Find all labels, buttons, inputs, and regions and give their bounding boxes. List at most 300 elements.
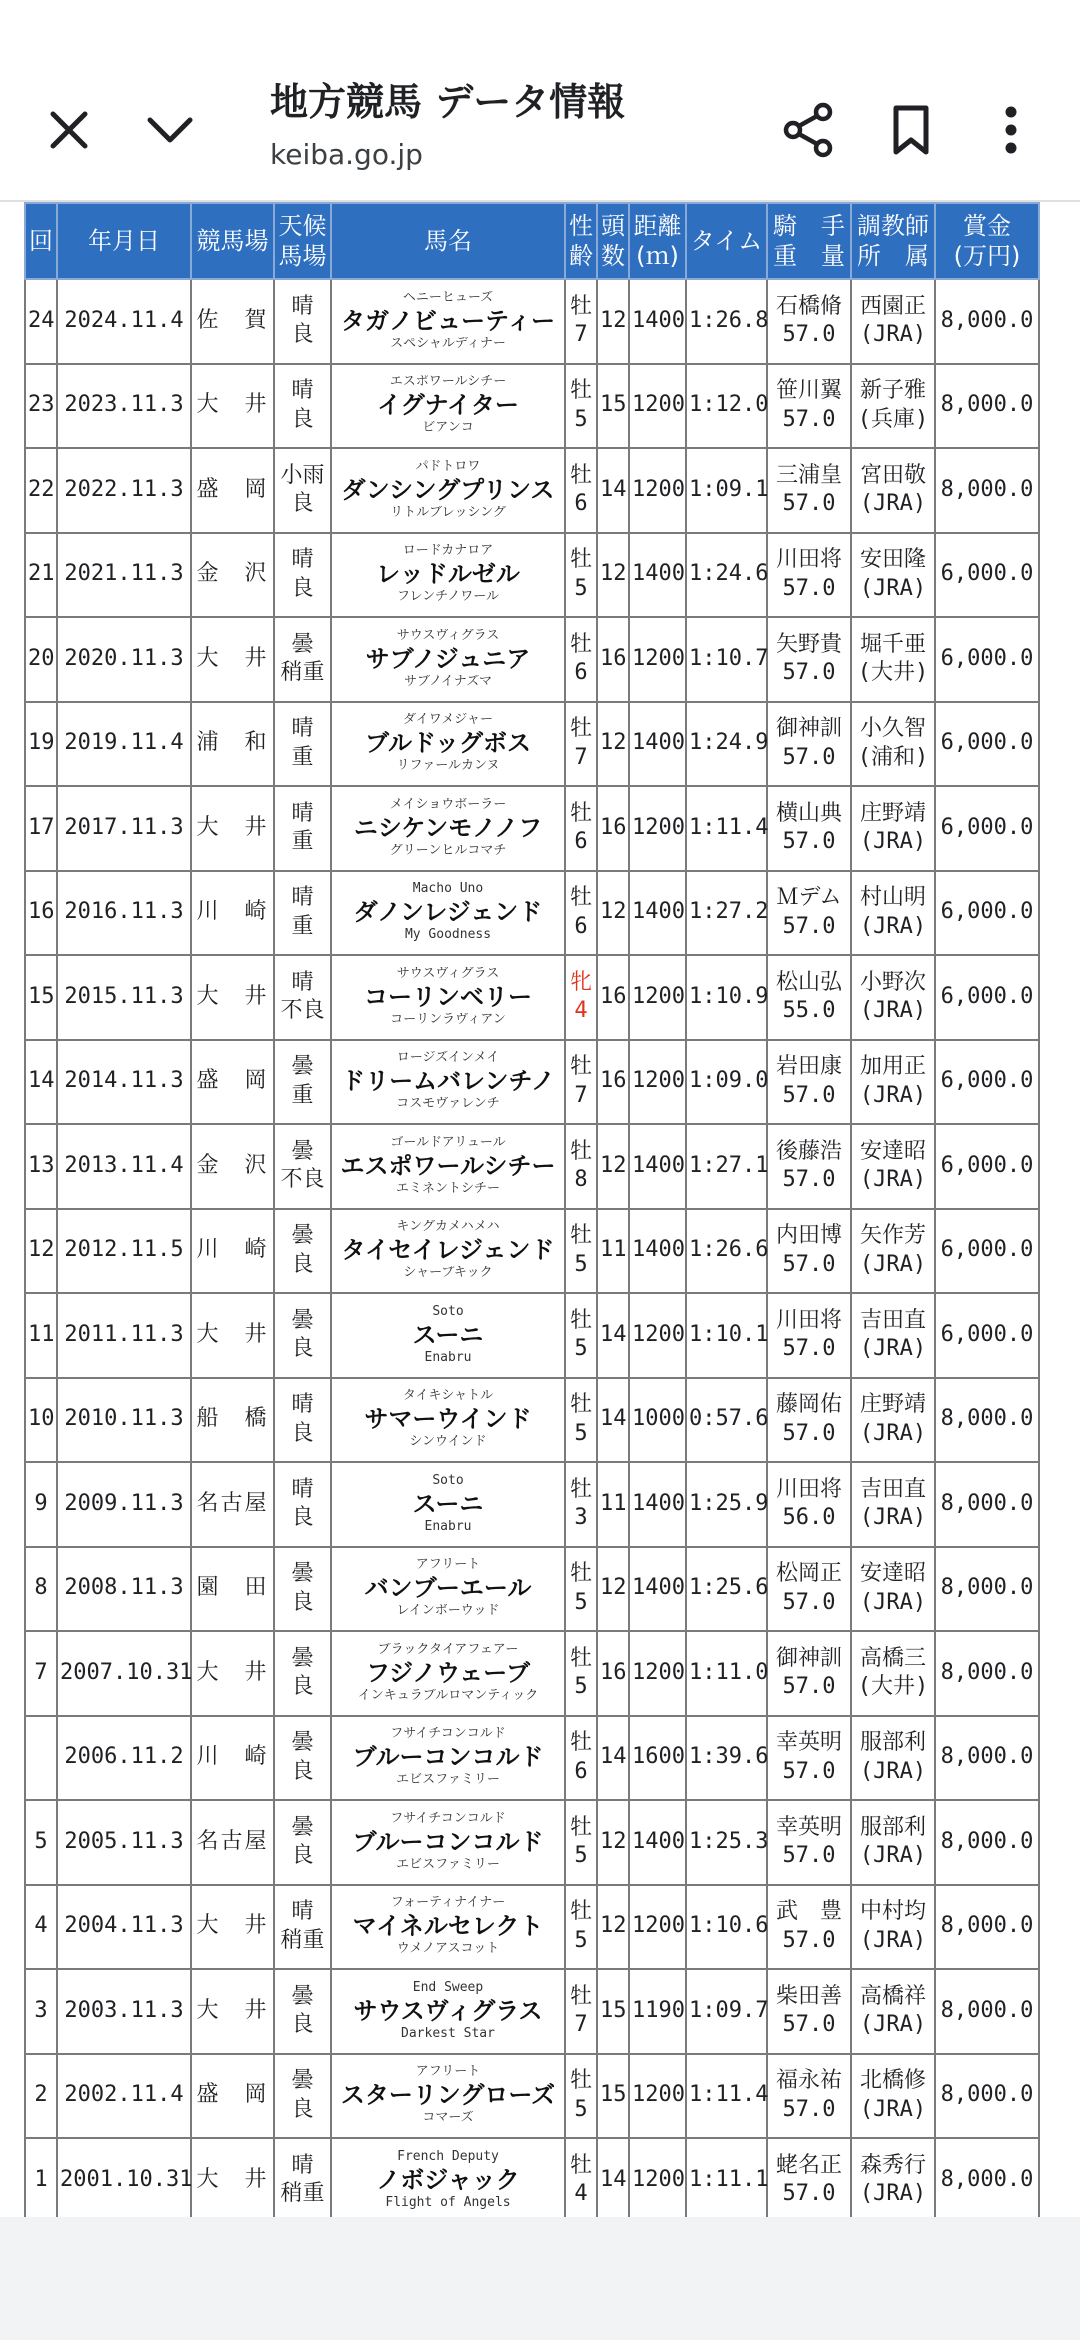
horse-dam: エミネントシチー [395,1181,500,1196]
weather-track-cell [274,448,331,533]
race-distance: 1200 [629,1040,686,1125]
header-time: タイム [686,203,767,279]
table-row [25,279,1039,364]
horse-dam: グリーンヒルコマチ [389,843,507,858]
horse-dam: Enabru [424,1519,472,1534]
race-date: 2004.11.3 [57,1885,191,1970]
weather-track-cell [274,1124,331,1209]
horse-name[interactable]: ブルドッグボス [364,729,532,758]
race-date: 2017.11.3 [57,786,191,871]
prize-money: 8,000.0 [935,1378,1039,1463]
horse-dam: My Goodness [404,928,492,943]
weather: 曇 [291,631,314,657]
horse-cell [331,702,565,787]
horse-name[interactable]: コーリンベリー [364,982,532,1011]
horse-name[interactable]: サブノジュニア [365,644,531,673]
horse-dam: エビスファミリー [396,1773,500,1788]
race-time: 1:24.9 [686,702,767,787]
table-row [25,1293,1039,1378]
horse-name[interactable]: マイネルセレクト [352,1912,544,1941]
horse-age: 6 [574,491,588,517]
horse-dam: ビアンコ [422,421,474,436]
race-time: 1:10.9 [686,955,767,1040]
horse-sex: 牡 [569,1138,592,1164]
horse-name[interactable]: ダノンレジェンド [353,898,543,927]
horse-name[interactable]: スターリングローズ [340,2081,556,2110]
weather: 晴 [291,547,314,573]
horse-age: 4 [574,998,588,1024]
trainer-affiliation: (JRA) [859,2096,927,2122]
race-number: 14 [25,1040,57,1125]
carried-weight: 57.0 [782,2096,836,2122]
race-date: 2020.11.3 [57,617,191,702]
horse-age: 6 [574,660,588,686]
horse-name[interactable]: エスポワールシチー [340,1151,556,1180]
field-size: 12 [597,1124,629,1209]
track-condition: 良 [291,1505,314,1531]
table-row [25,955,1039,1040]
horse-sex: 牡 [569,885,592,911]
race-number: 8 [25,1547,57,1632]
field-size: 16 [597,786,629,871]
track-condition: 重 [291,913,314,939]
sex-age-cell [565,617,597,702]
field-size: 12 [597,279,629,364]
carried-weight: 57.0 [782,491,836,517]
race-distance: 1200 [629,955,686,1040]
trainer-name: 村山明 [859,885,926,911]
race-number: 2 [25,2054,57,2139]
header-weather: 天候 馬場 [274,203,331,279]
trainer-affiliation: (浦和) [857,744,929,770]
race-time: 1:10.1 [686,1293,767,1378]
trainer-name: 安田隆 [859,547,926,573]
jockey-name: 松山弘 [775,969,842,995]
trainer-name: 安達昭 [859,1138,926,1164]
race-distance: 1190 [629,1969,686,2054]
weather-track-cell [274,279,331,364]
trainer-cell [851,364,935,449]
horse-sire: ロードカナロア [402,544,494,559]
jockey-name: 内田博 [775,1223,842,1249]
weather-track-cell [274,2054,331,2139]
trainer-name: 矢作芳 [859,1223,926,1249]
horse-name[interactable]: レッドルゼル [376,560,520,589]
race-number: 13 [25,1124,57,1209]
horse-name[interactable]: ブルーコンコルド [352,1827,544,1856]
prize-money: 6,000.0 [935,786,1039,871]
race-venue: 大 井 [191,1293,274,1378]
page-content [0,202,1080,2217]
track-condition: 良 [291,1674,314,1700]
track-condition: 良 [291,322,314,348]
horse-cell [331,955,565,1040]
horse-name[interactable]: バンブーエール [364,1574,532,1603]
sex-age-cell [565,702,597,787]
trainer-name: 服部利 [859,1814,926,1840]
close-icon[interactable] [34,95,104,165]
trainer-cell [851,2138,935,2217]
horse-cell [331,871,565,956]
prize-money: 6,000.0 [935,702,1039,787]
horse-sex: 牡 [569,1223,592,1249]
race-number: 9 [25,1462,57,1547]
horse-age: 6 [574,1758,588,1784]
horse-name[interactable]: フジノウェーブ [366,1658,530,1687]
sex-age-cell [565,1040,597,1125]
weather: 曇 [291,1138,314,1164]
jockey-cell [767,1209,851,1294]
race-date: 2009.11.3 [57,1462,191,1547]
weather-track-cell [274,364,331,449]
race-date: 2008.11.3 [57,1547,191,1632]
weather-track-cell [274,1969,331,2054]
jockey-name: 笹川翼 [775,378,842,404]
trainer-cell [851,617,935,702]
race-venue: 大 井 [191,364,274,449]
trainer-affiliation: (大井) [857,660,929,686]
sex-age-cell [565,1293,597,1378]
horse-age: 5 [574,1336,588,1362]
horse-cell [331,786,565,871]
sex-age-cell [565,1885,597,1970]
sex-age-cell [565,1378,597,1463]
horse-cell [331,1800,565,1885]
jockey-name: 松岡正 [775,1561,842,1587]
horse-age: 5 [574,406,588,432]
horse-age: 7 [574,2012,588,2038]
track-condition: 良 [291,1758,314,1784]
horse-sire: タイキシャトル [402,1389,494,1404]
jockey-cell [767,1969,851,2054]
jockey-name: 福永祐 [775,2068,842,2094]
horse-sire: ダイワメジャー [402,713,494,728]
jockey-name: 川田将 [775,1307,842,1333]
trainer-name: 中村均 [859,1899,926,1925]
race-number: 24 [25,279,57,364]
header-horse: 馬名 [331,203,565,279]
track-condition: 重 [291,1082,314,1108]
trainer-affiliation: (兵庫) [857,406,929,432]
sex-age-cell [565,1800,597,1885]
race-distance: 1200 [629,364,686,449]
jockey-name: 後藤浩 [775,1138,842,1164]
horse-sire: Soto [432,1304,464,1319]
jockey-cell [767,364,851,449]
horse-cell [331,279,565,364]
track-condition: 不良 [280,998,325,1024]
horse-cell [331,1969,565,2054]
horse-sire: French Deputy [397,2149,499,2164]
jockey-cell [767,1547,851,1632]
race-date: 2005.11.3 [57,1800,191,1885]
trainer-name: 西園正 [859,293,926,319]
prize-money: 8,000.0 [935,2054,1039,2139]
horse-cell [331,2054,565,2139]
race-date: 2003.11.3 [57,1969,191,2054]
horse-age: 4 [574,2181,588,2207]
jockey-cell [767,2054,851,2139]
horse-dam: シンウインド [409,1435,487,1450]
race-time: 1:11.4 [686,2054,767,2139]
race-distance: 1400 [629,533,686,618]
horse-sire: メイショウボーラー [389,797,507,812]
field-size: 15 [597,1969,629,2054]
trainer-cell [851,1716,935,1801]
race-time: 1:25.9 [686,1462,767,1547]
horse-name[interactable]: サウスヴィグラス [353,1996,543,2025]
trainer-name: 吉田直 [859,1307,926,1333]
weather: 晴 [291,969,314,995]
horse-sire: ゴールドアリュール [390,1135,506,1150]
horse-sex: 牡 [569,1730,592,1756]
jockey-name: 川田将 [775,547,842,573]
race-venue: 大 井 [191,1631,274,1716]
race-time: 1:11.4 [686,786,767,871]
race-distance: 1400 [629,702,686,787]
table-row [25,1969,1039,2054]
table-row [25,1716,1039,1801]
weather: 曇 [291,1223,314,1249]
trainer-cell [851,533,935,618]
sex-age-cell [565,279,597,364]
title-block[interactable] [270,80,750,171]
carried-weight: 57.0 [782,1589,836,1615]
trainer-cell [851,1969,935,2054]
field-size: 16 [597,955,629,1040]
weather-track-cell [274,617,331,702]
horse-cell [331,1885,565,1970]
header-distance: 距離 (ｍ) [629,203,686,279]
horse-sire: Soto [432,1473,464,1488]
horse-sire: サウスヴィグラス [396,628,500,643]
prize-money: 8,000.0 [935,1462,1039,1547]
carried-weight: 57.0 [782,1927,836,1953]
field-size: 11 [597,1462,629,1547]
race-distance: 1200 [629,448,686,533]
jockey-cell [767,1885,851,1970]
prize-money: 6,000.0 [935,617,1039,702]
weather-track-cell [274,1293,331,1378]
trainer-affiliation: (JRA) [859,829,927,855]
page-url: keiba.go.jp [270,137,423,171]
weather-track-cell [274,1378,331,1463]
horse-name[interactable]: ブルーコンコルド [352,1743,544,1772]
horse-cell [331,1293,565,1378]
horse-name[interactable]: サマーウインド [364,1405,532,1434]
race-distance: 1200 [629,2138,686,2217]
horse-sex: 牡 [569,378,592,404]
race-date: 2006.11.2 [57,1716,191,1801]
horse-age: 8 [574,1167,588,1193]
sex-age-cell [565,364,597,449]
carried-weight: 55.0 [782,998,836,1024]
prize-money: 8,000.0 [935,1631,1039,1716]
race-venue: 名古屋 [191,1800,274,1885]
race-venue: 大 井 [191,1969,274,2054]
race-number: 11 [25,1293,57,1378]
carried-weight: 57.0 [782,744,836,770]
horse-sex: 牡 [569,547,592,573]
weather: 晴 [291,378,314,404]
trainer-cell [851,1040,935,1125]
table-row [25,702,1039,787]
track-condition: 良 [291,491,314,517]
horse-sex: 牡 [569,1814,592,1840]
trainer-name: 庄野靖 [859,1392,926,1418]
field-size: 16 [597,617,629,702]
horse-cell [331,448,565,533]
carried-weight: 57.0 [782,406,836,432]
horse-name[interactable]: タガノビューティー [340,306,556,335]
bookmark-icon[interactable] [876,95,946,165]
race-distance: 1400 [629,1547,686,1632]
horse-sex: 牡 [569,2068,592,2094]
track-condition: 良 [291,575,314,601]
track-condition: 良 [291,1336,314,1362]
race-time: 1:09.0 [686,1040,767,1125]
header-sex-age: 性 齢 [565,203,597,279]
weather-track-cell [274,871,331,956]
race-time: 1:10.6 [686,1885,767,1970]
horse-name[interactable]: スーニ [412,1320,484,1349]
carried-weight: 57.0 [782,1251,836,1277]
horse-name[interactable]: タイセイレジェンド [341,1236,555,1265]
header-jockey: 騎 手 重 量 [767,203,851,279]
prize-money: 8,000.0 [935,364,1039,449]
race-time: 1:11.0 [686,1631,767,1716]
weather-track-cell [274,1800,331,1885]
table-row [25,1040,1039,1125]
horse-sex: 牡 [569,1899,592,1925]
horse-cell [331,1124,565,1209]
horse-dam: サブノイナズマ [403,674,492,689]
trainer-name: 森秀行 [859,2152,926,2178]
race-venue: 盛 岡 [191,1040,274,1125]
jockey-cell [767,786,851,871]
horse-name[interactable]: ドリームバレンチノ [341,1067,555,1096]
carried-weight: 57.0 [782,1420,836,1446]
prize-money: 8,000.0 [935,279,1039,364]
horse-dam: コスモヴァレンチ [396,1097,500,1112]
more-vert-icon[interactable] [976,95,1046,165]
trainer-affiliation: (JRA) [859,998,927,1024]
trainer-cell [851,448,935,533]
sex-age-cell [565,1716,597,1801]
weather: 曇 [291,1730,314,1756]
horse-dam: スペシャルディナー [390,336,506,351]
horse-cell [331,1716,565,1801]
race-date: 2016.11.3 [57,871,191,956]
trainer-cell [851,1800,935,1885]
track-condition: 不良 [280,1167,325,1193]
field-size: 14 [597,1716,629,1801]
table-row [25,1547,1039,1632]
horse-cell [331,533,565,618]
race-time: 1:26.8 [686,279,767,364]
horse-dam: コマーズ [422,2111,474,2126]
horse-name[interactable]: スーニ [412,1489,484,1518]
jockey-name: 岩田康 [775,1054,842,1080]
trainer-affiliation: (JRA) [859,1758,927,1784]
race-number: 10 [25,1378,57,1463]
horse-name[interactable]: ニシケンモノノフ [353,813,543,842]
sex-age-cell [565,1124,597,1209]
jockey-name: 横山典 [775,800,842,826]
horse-name[interactable]: ノボジャック [376,2165,520,2194]
table-header-row [25,203,1039,279]
prize-money: 6,000.0 [935,955,1039,1040]
prize-money: 6,000.0 [935,1124,1039,1209]
race-date: 2015.11.3 [57,955,191,1040]
trainer-name: 宮田敬 [859,462,926,488]
race-number: 3 [25,1969,57,2054]
horse-name[interactable]: イグナイター [377,391,519,420]
sex-age-cell [565,955,597,1040]
sex-age-cell [565,2138,597,2217]
prize-money: 6,000.0 [935,1040,1039,1125]
horse-name[interactable]: ダンシングプリンス [341,475,555,504]
field-size: 12 [597,1800,629,1885]
horse-sire: End Sweep [412,1980,484,1995]
race-number: 1 [25,2138,57,2217]
race-distance: 1400 [629,279,686,364]
horse-sire: ロージズインメイ [396,1051,500,1066]
carried-weight: 57.0 [782,660,836,686]
share-icon[interactable] [774,95,844,165]
weather: 曇 [291,1054,314,1080]
sex-age-cell [565,448,597,533]
trainer-name: 安達昭 [859,1561,926,1587]
horse-age: 6 [574,829,588,855]
trainer-cell [851,1209,935,1294]
horse-sex: 牡 [569,293,592,319]
race-venue: 大 井 [191,1885,274,1970]
table-row [25,1631,1039,1716]
field-size: 12 [597,1885,629,1970]
trainer-affiliation: (JRA) [859,2181,927,2207]
horse-sire: キングカメハメハ [396,1220,500,1235]
race-time: 1:39.6 [686,1716,767,1801]
horse-cell [331,1040,565,1125]
trainer-cell [851,702,935,787]
horse-sex: 牡 [569,1476,592,1502]
table-row [25,448,1039,533]
horse-sex: 牡 [569,800,592,826]
prize-money: 6,000.0 [935,871,1039,956]
horse-sex: 牡 [569,1307,592,1333]
race-venue: 大 井 [191,955,274,1040]
race-number: 4 [25,1885,57,1970]
prize-money: 8,000.0 [935,2138,1039,2217]
track-condition: 重 [291,829,314,855]
trainer-affiliation: (JRA) [859,491,927,517]
horse-sex: 牡 [569,462,592,488]
horse-dam: Flight of Angels [385,2195,511,2210]
weather-track-cell [274,1547,331,1632]
race-number: 17 [25,786,57,871]
horse-sex: 牡 [569,1392,592,1418]
horse-cell [331,1631,565,1716]
race-distance: 1200 [629,1885,686,1970]
field-size: 12 [597,702,629,787]
prize-money: 8,000.0 [935,1716,1039,1801]
race-distance: 1600 [629,1716,686,1801]
horse-sex: 牡 [569,631,592,657]
horse-sex: 牡 [569,1983,592,2009]
chevron-down-icon[interactable] [135,95,205,165]
weather-track-cell [274,2138,331,2217]
